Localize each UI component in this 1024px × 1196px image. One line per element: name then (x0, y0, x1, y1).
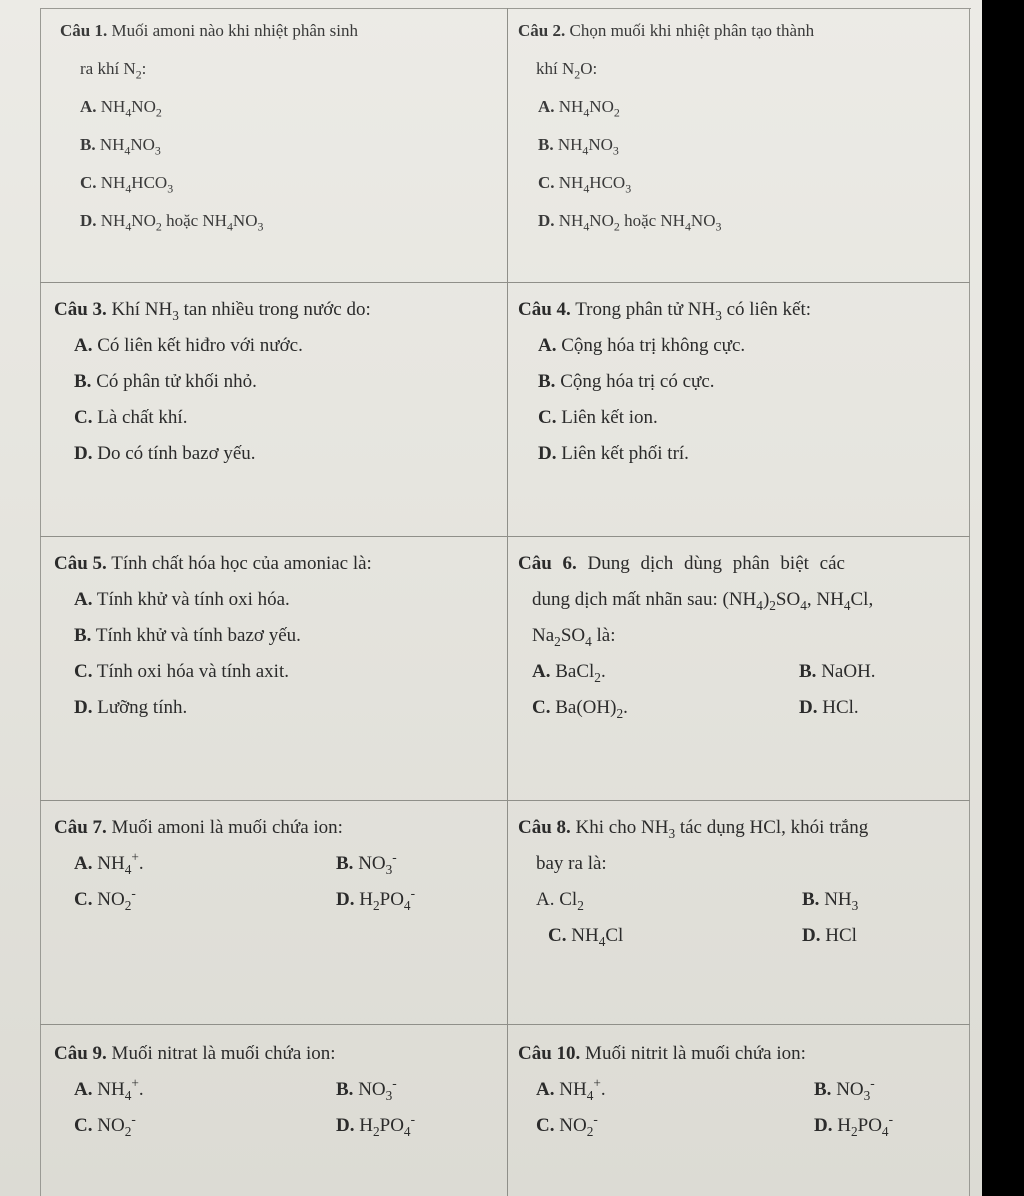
question-8 (518, 810, 868, 954)
option-d (336, 882, 415, 918)
formula-part: PO (857, 1115, 882, 1136)
subscript: 4 (583, 181, 590, 196)
question-stem: Muối nitrit là muối chứa ion: (585, 1043, 806, 1064)
question-stem: ra khí N (80, 59, 136, 78)
question-number: Câu 2. (518, 21, 566, 40)
subscript: 2 (372, 1123, 380, 1139)
option-text: HCl (825, 925, 857, 946)
superscript: - (410, 885, 416, 901)
row-divider (40, 1024, 970, 1025)
formula-part: SO (560, 625, 586, 646)
question-stem: là: (596, 625, 616, 646)
option-a (536, 1072, 814, 1108)
subscript: 2 (613, 219, 620, 234)
question-3 (54, 292, 371, 472)
subscript: 2 (574, 67, 581, 82)
formula-part: ( (722, 589, 729, 610)
formula-part: PO (379, 1115, 404, 1136)
grid-right-border (969, 8, 970, 1196)
option-key: A. (532, 661, 551, 682)
option-key: C. (536, 1115, 555, 1136)
option-text: Cộng hóa trị có cực. (560, 371, 715, 392)
formula-part: BaCl (555, 661, 595, 682)
formula-part: . (138, 853, 144, 874)
formula-part: NH (99, 135, 125, 154)
question-stem: : (141, 59, 147, 78)
subscript: 2 (554, 633, 561, 649)
subscript: 3 (715, 219, 722, 234)
option-a (74, 1072, 336, 1108)
subscript: 2 (577, 897, 584, 913)
option-b (518, 364, 811, 400)
option-d (336, 1108, 415, 1144)
option-text: Cộng hóa trị không cực. (561, 335, 746, 356)
option-c (74, 882, 336, 918)
question-number: Câu 1. (60, 21, 108, 40)
formula-part: NO (130, 135, 155, 154)
subscript: 2 (594, 669, 601, 685)
superscript: - (392, 849, 397, 865)
formula-part: NO (358, 1079, 386, 1100)
option-a (518, 88, 814, 126)
option-a (60, 88, 358, 126)
option-key: A. (538, 335, 557, 356)
option-b (799, 654, 876, 690)
formula-part: NH (816, 589, 844, 610)
formula-part: NO (131, 97, 156, 116)
subscript: 3 (257, 219, 264, 234)
option-b (54, 364, 371, 400)
formula-part: . (138, 1079, 144, 1100)
formula-part: NO (97, 1115, 125, 1136)
row-divider (40, 282, 970, 283)
formula-part: Ba(OH) (555, 697, 617, 718)
question-9 (54, 1036, 415, 1144)
option-c (54, 400, 371, 436)
question-stem: Trong phân tử NH (575, 299, 716, 320)
option-key: B. (74, 371, 92, 392)
question-5 (54, 546, 372, 726)
formula-part: NH (558, 211, 584, 230)
option-key: D. (538, 443, 557, 464)
subscript: 2 (616, 705, 624, 721)
option-d (814, 1108, 893, 1144)
subscript: 2 (124, 1123, 132, 1139)
question-number: Câu 6. (518, 553, 577, 574)
formula-part: Cl (605, 925, 624, 946)
option-text: Tính oxi hóa và tính axit. (96, 661, 289, 682)
subscript: 3 (625, 181, 632, 196)
superscript: - (888, 1111, 894, 1127)
question-number: Câu 5. (54, 553, 107, 574)
option-key: A. (74, 335, 93, 356)
option-text: Do có tính bazơ yếu. (97, 443, 256, 464)
question-stem: bay ra là: (536, 853, 607, 874)
option-key: A. (74, 853, 93, 874)
option-text: Tính khử và tính oxi hóa. (96, 589, 290, 610)
connector-text: hoặc (166, 211, 199, 230)
subscript: 2 (155, 105, 162, 120)
formula-part: Cl (559, 889, 578, 910)
question-stem: Dung dịch dùng phân biệt các (587, 553, 845, 574)
subscript: 4 (124, 1087, 132, 1103)
subscript: 3 (863, 1087, 871, 1103)
superscript: - (131, 1111, 136, 1127)
option-key: D. (538, 211, 555, 230)
question-number: Câu 3. (54, 299, 107, 320)
superscript: + (593, 1075, 601, 1091)
superscript: - (870, 1075, 875, 1091)
question-stem: Chọn muối khi nhiệt phân tạo thành (569, 21, 815, 40)
formula-part: NH (558, 173, 584, 192)
subscript: 2 (155, 219, 162, 234)
question-stem: tan nhiều trong nước do: (183, 299, 371, 320)
option-key: D. (80, 211, 97, 230)
option-c (518, 164, 814, 202)
subscript: 4 (843, 597, 851, 613)
option-key: B. (802, 889, 820, 910)
option-c (536, 1108, 814, 1144)
superscript: + (131, 1075, 139, 1091)
option-key: D. (336, 889, 355, 910)
formula-part: PO (379, 889, 404, 910)
connector-text: hoặc (624, 211, 657, 230)
option-d (518, 202, 814, 240)
option-c (532, 690, 799, 726)
column-divider (507, 8, 508, 1196)
subscript: 4 (583, 105, 590, 120)
question-number: Câu 9. (54, 1043, 107, 1064)
option-b (814, 1072, 875, 1108)
question-10 (518, 1036, 893, 1144)
option-key: C. (74, 1115, 93, 1136)
option-key: B. (538, 135, 554, 154)
option-key: D. (802, 925, 821, 946)
question-stem: tác dụng HCl, khói trắng (679, 817, 869, 838)
subscript: 4 (124, 861, 132, 877)
subscript: 4 (124, 143, 131, 158)
formula-part: NH (824, 889, 852, 910)
option-c (54, 654, 372, 690)
subscript: 3 (668, 825, 676, 841)
option-text: Liên kết ion. (561, 407, 658, 428)
subscript: 3 (851, 897, 859, 913)
formula-part: NH (557, 135, 583, 154)
subscript: 4 (125, 219, 132, 234)
option-b (60, 126, 358, 164)
option-key: C. (538, 173, 555, 192)
question-2 (518, 12, 814, 240)
option-d (54, 690, 372, 726)
option-key: A. (538, 97, 555, 116)
question-number: Câu 4. (518, 299, 571, 320)
option-key: B. (538, 371, 556, 392)
option-b (54, 618, 372, 654)
option-b (802, 882, 858, 918)
option-key: A. (536, 889, 555, 910)
question-number: Câu 10. (518, 1043, 581, 1064)
formula-part: NH (97, 1079, 125, 1100)
question-stem: Muối nitrat là muối chứa ion: (111, 1043, 336, 1064)
formula-part: NO (589, 97, 614, 116)
subscript: 4 (585, 633, 592, 649)
subscript: 4 (684, 219, 691, 234)
formula-part: NO (588, 135, 613, 154)
option-key: B. (814, 1079, 832, 1100)
formula-part: Na (532, 625, 555, 646)
formula-part: . (623, 697, 628, 718)
subscript: 2 (613, 105, 620, 120)
option-key: C. (74, 661, 93, 682)
subscript: 4 (586, 1087, 594, 1103)
formula-part: NO (232, 211, 258, 230)
option-key: D. (74, 443, 93, 464)
formula-part: . (600, 1079, 606, 1100)
subscript: 3 (715, 307, 722, 323)
option-key: A. (74, 1079, 93, 1100)
option-text: Tính khử và tính bazơ yếu. (95, 625, 301, 646)
option-a (74, 846, 336, 882)
subscript: 4 (125, 105, 132, 120)
option-text: Có phân tử khối nhỏ. (96, 371, 257, 392)
option-c (518, 400, 811, 436)
subscript: 2 (124, 897, 132, 913)
formula-part: . (600, 661, 606, 682)
formula-part: NH (558, 97, 584, 116)
formula-part: Cl (850, 589, 869, 610)
option-key: D. (814, 1115, 833, 1136)
question-stem: dung dịch mất nhãn sau: (532, 589, 718, 610)
row-divider (40, 536, 970, 537)
formula-part: NO (358, 853, 386, 874)
option-key: C. (74, 889, 93, 910)
option-d (60, 202, 358, 240)
formula-part: NO (836, 1079, 864, 1100)
formula-part: H (837, 1115, 851, 1136)
subscript: 4 (583, 219, 590, 234)
question-number: Câu 7. (54, 817, 107, 838)
option-c (548, 918, 802, 954)
option-a (54, 582, 372, 618)
superscript: - (593, 1111, 598, 1127)
formula-part: NH (571, 925, 599, 946)
option-key: C. (80, 173, 97, 192)
formula-part: SO (775, 589, 801, 610)
option-key: C. (74, 407, 93, 428)
superscript: - (392, 1075, 397, 1091)
subscript: 2 (769, 597, 776, 613)
option-key: A. (536, 1079, 555, 1100)
formula-part: NO (690, 211, 716, 230)
formula-part: NO (97, 889, 125, 910)
superscript: + (131, 849, 139, 865)
option-a (54, 328, 371, 364)
formula-part: NH (728, 589, 757, 610)
option-b (336, 1072, 397, 1108)
subscript: 3 (385, 861, 393, 877)
question-number: Câu 8. (518, 817, 571, 838)
subscript: 4 (582, 143, 589, 158)
option-d (802, 918, 857, 954)
question-6 (518, 546, 963, 726)
option-key: C. (532, 697, 551, 718)
option-c (74, 1108, 336, 1144)
question-stem: Muối amoni là muối chứa ion: (111, 817, 343, 838)
question-stem: Tính chất hóa học của amoniac là: (111, 553, 372, 574)
formula-part: , (868, 589, 874, 610)
option-key: D. (74, 697, 93, 718)
option-key: B. (336, 853, 354, 874)
question-stem: khí N (536, 59, 575, 78)
option-b (518, 126, 814, 164)
option-a (536, 882, 802, 918)
formula-part: NH (202, 211, 227, 230)
option-key: C. (538, 407, 557, 428)
subscript: 3 (154, 143, 161, 158)
formula-part: H (359, 1115, 373, 1136)
option-key: D. (336, 1115, 355, 1136)
option-key: B. (799, 661, 817, 682)
option-d (54, 436, 371, 472)
formula-part: NH (100, 211, 126, 230)
option-text: Là chất khí. (97, 407, 188, 428)
subscript: 4 (403, 1123, 411, 1139)
formula-part: NO (131, 211, 156, 230)
question-1 (60, 12, 358, 240)
subscript: 4 (598, 933, 606, 949)
formula-part: NH (97, 853, 125, 874)
subscript: 2 (586, 1123, 594, 1139)
formula-part: NO (589, 211, 614, 230)
subscript: 4 (756, 597, 763, 613)
formula-part: NH (660, 211, 685, 230)
superscript: - (410, 1111, 416, 1127)
question-stem: Khí NH (111, 299, 173, 320)
question-stem: Muối amoni nào khi nhiệt phân sinh (111, 21, 358, 40)
subscript: 2 (372, 897, 380, 913)
option-key: D. (799, 697, 818, 718)
option-key: A. (74, 589, 93, 610)
formula-part: NO (559, 1115, 587, 1136)
option-text: Liên kết phối trí. (561, 443, 689, 464)
formula-part: H (359, 889, 373, 910)
option-d (799, 690, 859, 726)
option-text: NaOH. (821, 661, 876, 682)
option-a (518, 328, 811, 364)
subscript: 3 (385, 1087, 393, 1103)
option-text: Lưỡng tính. (97, 697, 188, 718)
option-key: B. (80, 135, 96, 154)
formula-part: NH (100, 97, 126, 116)
subscript: 4 (403, 897, 411, 913)
subscript: 3 (172, 307, 179, 323)
question-stem: có liên kết: (726, 299, 812, 320)
option-key: B. (336, 1079, 354, 1100)
option-a (532, 654, 799, 690)
option-text: Có liên kết hiđro với nước. (97, 335, 303, 356)
option-key: B. (74, 625, 92, 646)
subscript: 4 (125, 181, 132, 196)
subscript: 3 (612, 143, 619, 158)
option-d (518, 436, 811, 472)
superscript: - (131, 885, 136, 901)
formula-part: HCO (131, 173, 168, 192)
option-key: A. (80, 97, 97, 116)
formula-part: NH (100, 173, 126, 192)
question-7 (54, 810, 415, 918)
question-stem: Khi cho NH (575, 817, 669, 838)
subscript: 2 (850, 1123, 858, 1139)
option-b (336, 846, 397, 882)
subscript: 4 (800, 597, 807, 613)
subscript: 2 (135, 67, 142, 82)
formula-part: NH (559, 1079, 587, 1100)
formula-part: ) (762, 589, 770, 610)
formula-part: , (806, 589, 812, 610)
subscript: 4 (881, 1123, 889, 1139)
formula-part: HCO (589, 173, 626, 192)
subscript: 4 (226, 219, 233, 234)
option-c (60, 164, 358, 202)
option-key: C. (548, 925, 567, 946)
row-divider (40, 800, 970, 801)
subscript: 3 (167, 181, 174, 196)
question-stem: O: (580, 59, 598, 78)
option-text: HCl. (822, 697, 859, 718)
question-4 (518, 292, 811, 472)
